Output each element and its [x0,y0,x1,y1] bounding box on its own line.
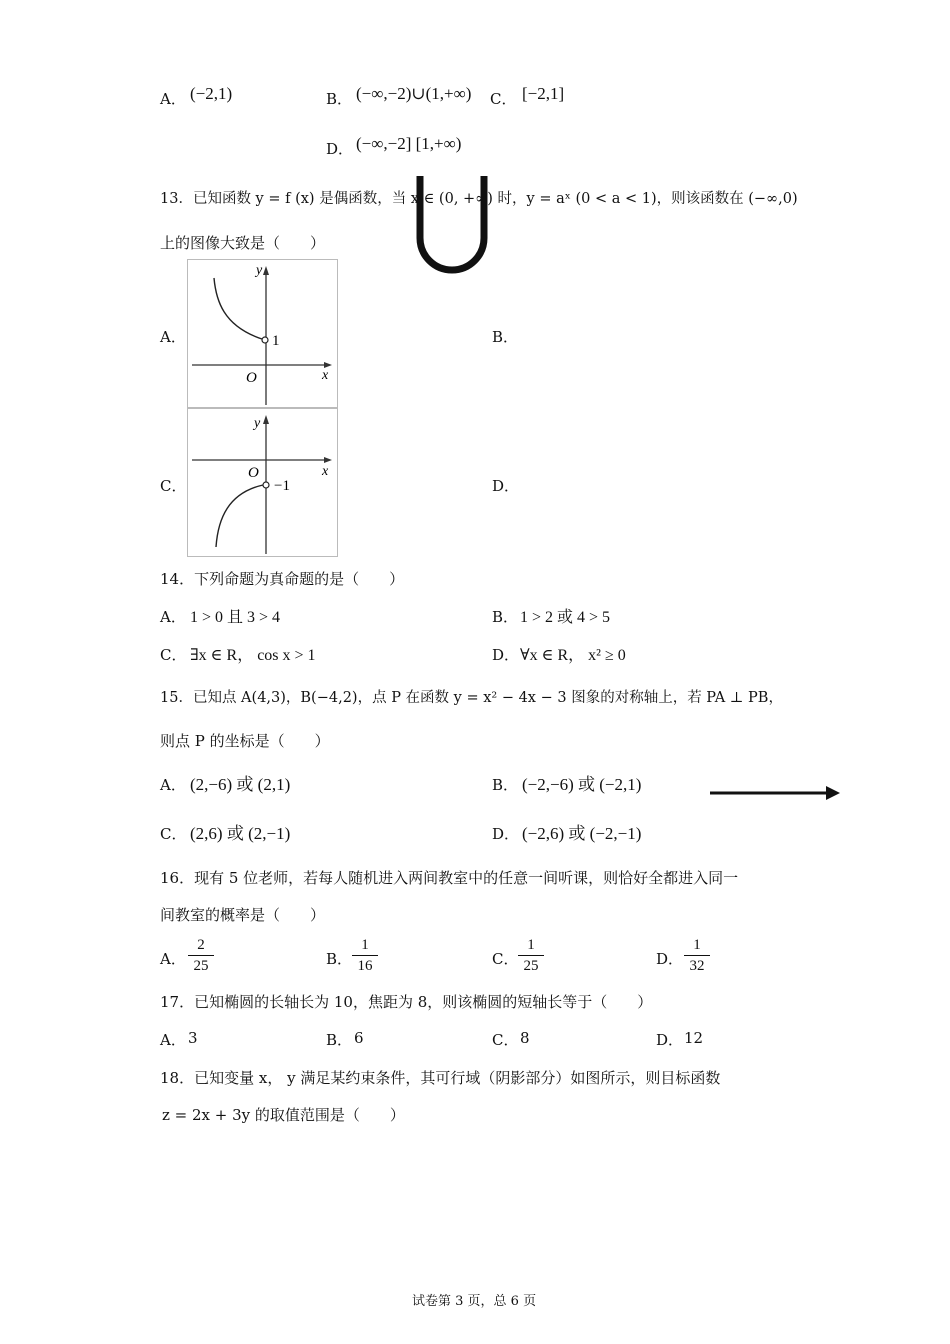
q15-option-a: (2,−6) 或 (2,1) [190,775,291,794]
u-shape-drawing [410,176,494,280]
q16-option-b-label: B． [326,950,353,968]
q13-stem-line2: 上的图像大致是（ ） [160,234,326,252]
q16-option-c-fraction [518,936,544,975]
q16-b-numerator: 1 [361,937,369,953]
q12-option-c-label: C． [490,90,517,108]
q14-option-c-label: C． [160,646,187,664]
q13-stem-line1: 13．已知函数 y = f (x) 是偶函数，当 x ∈ (0, +∞) 时，y = aˣ (0 < a < 1)，则该函数在 (−∞,0) [160,191,798,207]
q15-option-d: (−2,6) 或 (−2,−1) [522,824,642,843]
graph-c-y-label: y [254,416,261,431]
q14-option-c: ∃x ∈ R， cos x > 1 [190,647,316,664]
q16-option-b-fraction [352,936,378,975]
q16-stem-line1: 16．现有 5 位老师，若每人随机进入两间教室中的任意一间听课，则恰好全都进入同一 [160,869,739,887]
graph-a-origin-label: O [246,370,257,386]
graph-a-mark-label: 1 [272,333,280,349]
q17-option-b-label: B． [326,1031,353,1049]
q12-option-c: [−2,1] [522,84,565,103]
q15-option-a-label: A． [160,776,186,794]
q16-stem-line2: 间教室的概率是（ ） [160,906,326,924]
q16-c-numerator: 1 [527,937,535,953]
q13-option-d-label: D． [492,477,520,495]
q12-option-b: (−∞,−2)∪(1,+∞) [356,84,472,103]
q14-option-b-label: B． [492,608,519,626]
q16-b-denominator: 16 [357,958,373,974]
graph-a-x-label: x [322,368,329,383]
q17-option-d-label: D． [656,1031,684,1049]
q13-option-c-label: C． [160,477,187,495]
q15-option-c-label: C． [160,825,187,843]
q15-option-b-label: B． [492,776,519,794]
q17-stem: 17．已知椭圆的长轴长为 10，焦距为 8，则该椭圆的短轴长等于（ ） [160,993,653,1011]
q12-option-d: (−∞,−2] [1,+∞) [356,134,462,153]
q12-option-b-label: B． [326,90,353,108]
q14-option-d: ∀x ∈ R， x² ≥ 0 [520,647,626,664]
q16-option-d-fraction [684,936,710,975]
q17-option-c-label: C． [492,1031,519,1049]
q15-option-b: (−2,−6) 或 (−2,1) [522,775,642,794]
q12-option-a-label: A． [160,90,186,108]
q15-stem-line1: 15．已知点 A(4,3)，B(−4,2)，点 P 在函数 y = x² − 4x − 3 图象的对称轴上，若 PA ⊥ PB， [160,690,783,706]
arrow-right-icon [708,783,842,803]
q13-graph-c [187,408,338,557]
q16-option-c-label: C． [492,950,519,968]
q14-option-a: 1 > 0 且 3 > 4 [190,609,281,626]
graph-c-x-label: x [322,464,329,479]
q18-stem-line1: 18．已知变量 x， y 满足某约束条件，其可行域（阴影部分）如图所示，则目标函数 [160,1069,721,1087]
q14-option-d-label: D． [492,646,520,664]
q17-option-c: 8 [520,1029,530,1047]
q12-option-d-label: D． [326,140,354,158]
q16-a-denominator: 25 [193,958,209,974]
q17-option-d: 12 [684,1029,704,1047]
q12-option-a: (−2,1) [190,84,233,103]
graph-c-origin-label: O [248,465,259,481]
q16-c-denominator: 25 [523,958,539,974]
q16-option-a-fraction [188,936,214,975]
q16-a-numerator: 2 [197,937,205,953]
page-footer: 试卷第 3 页，总 6 页 [412,1294,537,1309]
q17-option-a: 3 [188,1029,198,1047]
q16-d-denominator: 32 [689,958,705,974]
q17-option-a-label: A． [160,1031,186,1049]
q15-option-d-label: D． [492,825,520,843]
q15-option-c: (2,6) 或 (2,−1) [190,824,291,843]
q17-option-b: 6 [354,1029,364,1047]
q15-stem-line2: 则点 P 的坐标是（ ） [160,732,330,750]
q13-option-a-label: A． [160,328,186,346]
q13-graph-a [187,259,338,408]
graph-a-y-label: y [256,263,263,278]
q16-option-d-label: D． [656,950,684,968]
q14-stem: 14．下列命题为真命题的是（ ） [160,570,405,588]
q16-d-numerator: 1 [693,937,701,953]
q16-option-a-label: A． [160,950,186,968]
q18-stem-line2: z = 2x + 3y 的取值范围是（ ） [162,1106,405,1124]
q13-option-b-label: B． [492,328,519,346]
q14-option-b: 1 > 2 或 4 > 5 [520,609,611,626]
q14-option-a-label: A． [160,608,186,626]
graph-c-mark-label: −1 [274,478,290,494]
